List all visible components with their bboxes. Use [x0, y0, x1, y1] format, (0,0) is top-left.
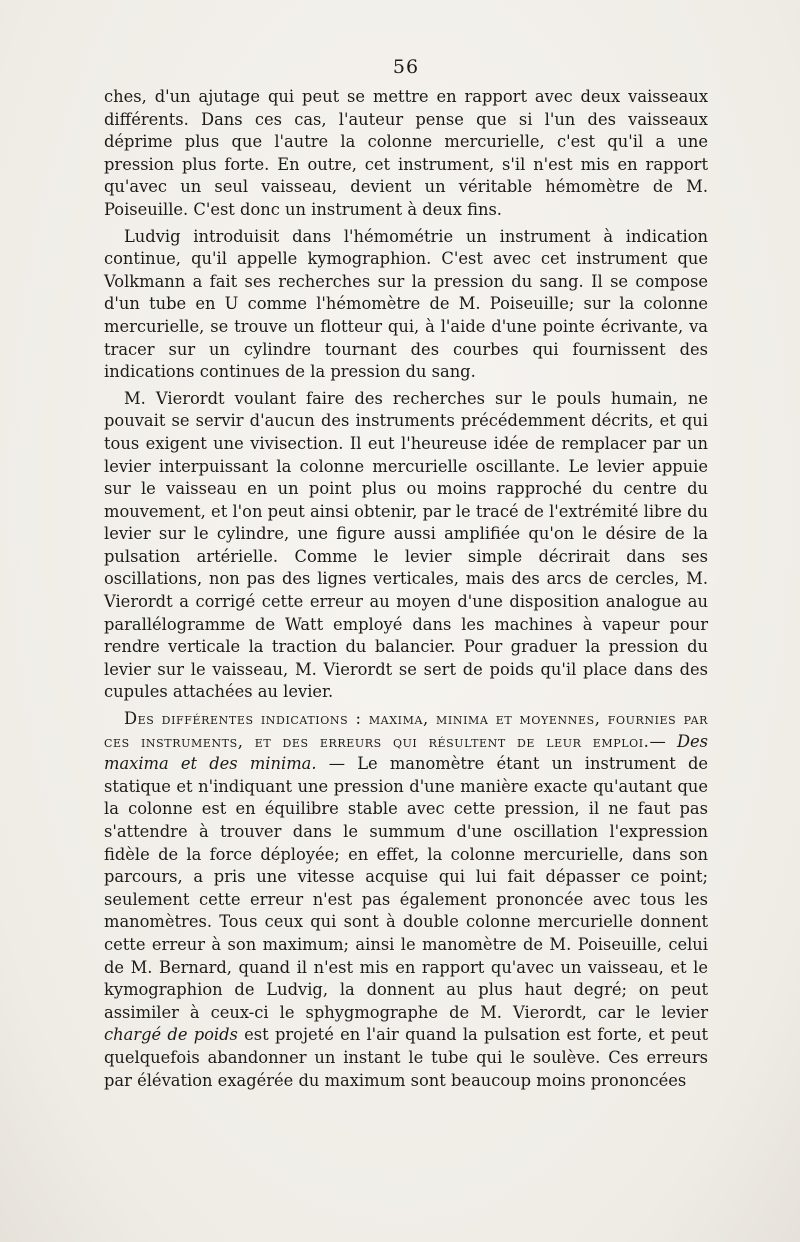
italic-phrase: chargé de poids	[104, 1025, 238, 1045]
section-body-part-2: est projeté en l'air quand la pulsation est forte, et peut quelquefois abandonner un instant le tube qui le soulève. Ces erreurs par élévation exagérée du maximum sont beaucoup moins prononcées	[104, 1025, 708, 1090]
section-heading: Des différentes indications : maxima, minima et moyennes, fournies par ces instruments, et des erreurs qui résultent de leur emploi.—	[104, 709, 708, 751]
section-paragraph	[104, 708, 708, 1092]
section-subheading: Des maxima et des minima.	[104, 731, 708, 774]
section-body-part-1: — Le manomètre étant un instrument de statique et n'indiquant une pression d'une manière exacte qu'autant que la colonne est en équilibre stable avec cette pression, il ne faut pas s'attendre à trouver dans le summum d'une oscillation l'expression fidèle de la force déployée; en effet, la colonne mercurielle, dans son parcours, a pris une vitesse acquise qui lui fait dépasser ce point; seulement cette erreur n'est pas également prononcée avec tous les manomètres. Tous ceux qui sont à double colonne mercurielle donnent cette erreur à son maximum; ainsi le manomètre de M. Poiseuille, celui de M. Bernard, quand il n'est mis en rapport qu'avec un vaisseau, et le kymographion de Ludvig, la donnent au plus haut degré; on peut assimiler à ceux-ci le sphygmographe de M. Vierordt, car le levier	[104, 754, 709, 1022]
paragraph-ajutage: ches, d'un ajutage qui peut se mettre en rapport avec deux vaisseaux différents. Dans ces cas, l'auteur pense que si l'un des vaisseaux déprime plus que l'autre la colonne mercurielle, c'est qu'il a une pression plus forte. En outre, cet instrument, s'il n'est mis en rapport qu'avec un seul vaisseau, devient un véritable hémomètre de M. Poiseuille. C'est donc un instrument à deux fins.	[104, 87, 708, 219]
page-number: 56	[392, 56, 420, 78]
paragraph-ludvig: Ludvig introduisit dans l'hémométrie un instrument à indication continue, qu'il appelle kymographion. C'est avec cet instrument que Volkmann a fait ses recherches sur la pression du sang. Il se compose d'un tube en U comme l'hémomètre de M. Poiseuille; sur la colonne mercurielle, se trouve un flotteur qui, à l'aide d'une pointe écrivante, va tracer sur un cylindre tournant des courbes qui fournissent des indications continues de la pression du sang.	[104, 226, 708, 382]
paragraph-vierordt: M. Vierordt voulant faire des recherches sur le pouls humain, ne pouvait se servir d'aucun des instruments précédemment décrits, et qui tous exigent une vivisection. Il eut l'heureuse idée de remplacer par un levier interpuissant la colonne mercurielle oscillante. Le levier appuie sur le vaisseau en un point plus ou moins rapproché du centre du mouvement, et l'on peut ainsi obtenir, par le tracé de l'extrémité libre du levier sur le cylindre, une figure aussi amplifiée qu'on le désire de la pulsation artérielle. Comme le levier simple décrirait dans ses oscillations, non pas des lignes verticales, mais des arcs de cercles, M. Vierordt a corrigé cette erreur au moyen d'une disposition analogue au parallélogramme de Watt employé dans les machines à vapeur pour rendre verticale la traction du balancier. Pour graduer la pression du levier sur le vaisseau, M. Vierordt se sert de poids qu'il place dans des cupules attachées au levier.	[104, 388, 708, 702]
